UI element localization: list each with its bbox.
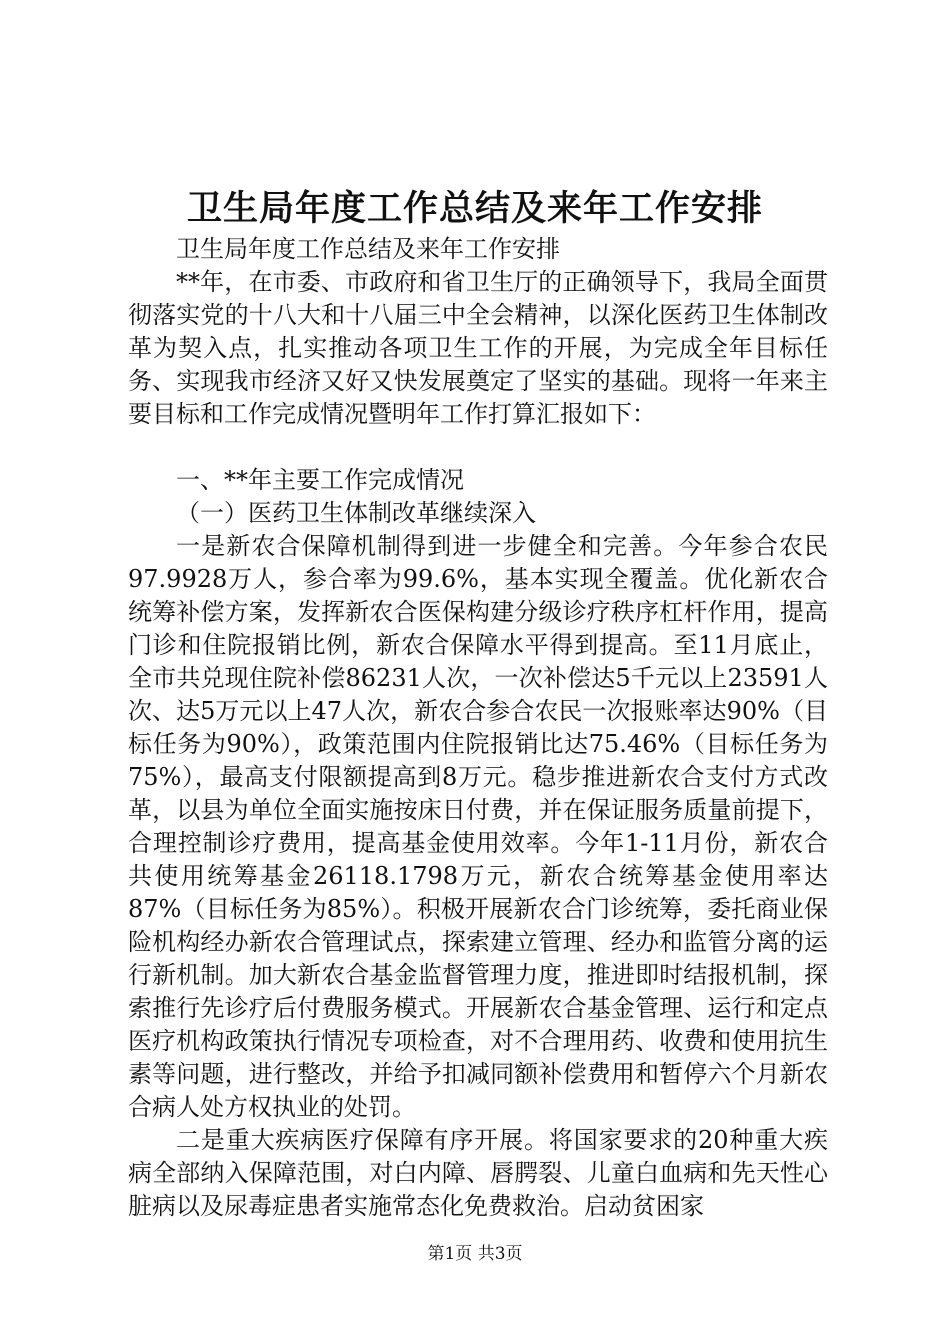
subtitle-paragraph: 卫生局年度工作总结及来年工作安排 bbox=[176, 235, 560, 263]
document-title: 卫生局年度工作总结及来年工作安排 bbox=[186, 188, 763, 229]
section-heading: 一、**年主要工作完成情况 bbox=[176, 466, 464, 494]
body-paragraph: 二是重大疾病医疗保障有序开展。将国家要求的20种重大疾病全部纳入保障范围，对白内障、唇腭裂、儿童白血病和先天性心脏病以及尿毒症患者实施常态化免费救治。启动贫困家 bbox=[128, 1126, 828, 1220]
document-body bbox=[128, 233, 828, 1223]
intro-paragraph: **年，在市委、市政府和省卫生厅的正确领导下，我局全面贯彻落实党的十八大和十八届三中全会精神，以深化医药卫生体制改革为契入点，扎实推动各项卫生工作的开展，为完成全年目标任务、实现我市经济又好又快发展奠定了坚实的基础。现将一年来主要目标和工作完成情况暨明年工作打算汇报如下： bbox=[128, 268, 828, 428]
body-paragraph: 一是新农合保障机制得到进一步健全和完善。今年参合农民97.9928万人，参合率为99.6%，基本实现全覆盖。优化新农合统筹补偿方案，发挥新农合医保构建分级诊疗秩序杠杆作用，提高门诊和住院报销比例，新农合保障水平得到提高。至11月底止，全市共兑现住院补偿86231人次，一次补偿达5千元以上23591人次、达5万元以上47人次，新农合参合农民一次报账率达90%（目标任务为90%），政策范围内住院报销比达75.46%（目标任务为75%），最高支付限额提高到8万元。稳步推进新农合支付方式改革，以县为单位全面实施按床日付费，并在保证服务质量前提下，合理控制诊疗费用，提高基金使用效率。今年1-11月份，新农合共使用统筹基金26118.1798万元，新农合统筹基金使用率达87%（目标任务为85%）。积极开展新农合门诊统筹，委托商业保险机构经办新农合管理试点，探索建立管理、经办和监管分离的运行新机制。加大新农合基金监督管理力度，推进即时结报机制，探索推行先诊疗后付费服务模式。开展新农合基金管理、运行和定点医疗机构政策执行情况专项检查，对不合理用药、收费和使用抗生素等问题，进行整改，并给予扣减同额补偿费用和暂停六个月新农合病人处方权执业的处罚。 bbox=[128, 532, 828, 1121]
subsection-heading: （一）医药卫生体制改革继续深入 bbox=[176, 499, 536, 527]
page-footer: 第1页 共3页 bbox=[427, 1244, 523, 1264]
